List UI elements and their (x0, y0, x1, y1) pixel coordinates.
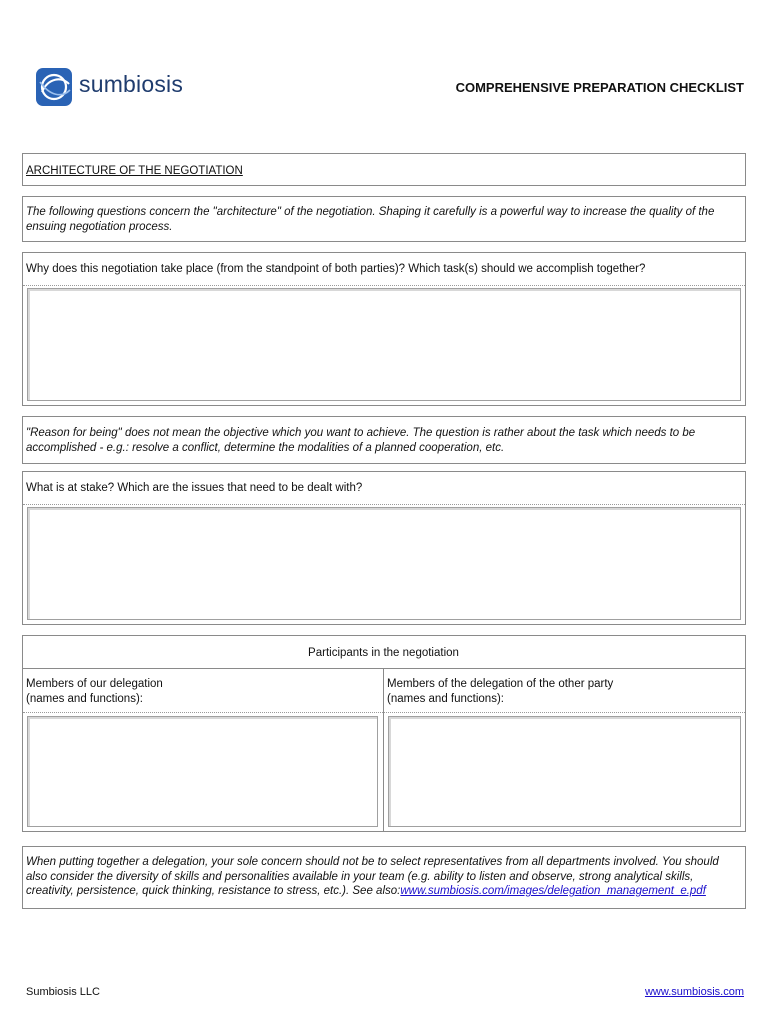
separator (23, 712, 745, 713)
question2-answer-field[interactable] (27, 507, 741, 620)
intro-box (22, 196, 746, 242)
other-delegation-label (387, 677, 741, 706)
brand-name: sumbiosis (79, 71, 184, 97)
note1-text: "Reason for being" does not mean the objective which you want to achieve. The question is rather about the task which needs to be accomplished - e.g.: resolve a conflict, determine the modalities of a planned cooperation, etc. (26, 427, 696, 454)
our-delegation-label (26, 677, 376, 706)
participants-box (22, 635, 746, 832)
divider (383, 668, 384, 831)
our-delegation-line1: Members of our delegation (26, 678, 163, 690)
note2-body: When putting together a delegation, your sole concern should not be to select representatives from all departments involved. You should also consider the diversity of skills and personalities available in your team (e.g. ability to listen and observe, strong analytical skills, creativity, persistence, quick thinking, resistance to stress, etc.). See also: (26, 856, 719, 897)
our-delegation-line2: (names and functions): (26, 692, 143, 705)
question1-answer-field[interactable] (27, 288, 741, 401)
section-heading: ARCHITECTURE OF THE NEGOTIATION (26, 165, 243, 177)
footer-website-link[interactable]: www.sumbiosis.com (644, 986, 744, 998)
section-heading-box (22, 153, 746, 186)
note2-text (26, 855, 741, 899)
note2-box (22, 846, 746, 909)
other-delegation-answer-field[interactable] (388, 716, 741, 827)
footer-company: Sumbiosis LLC (26, 986, 100, 998)
other-delegation-line2: (names and functions): (387, 692, 504, 705)
separator (23, 285, 745, 286)
our-delegation-answer-field[interactable] (27, 716, 378, 827)
sumbiosis-logo-icon (36, 68, 72, 106)
document-title: COMPREHENSIVE PREPARATION CHECKLIST (455, 80, 744, 95)
question1-text: Why does this negotiation take place (from the standpoint of both parties)? Which task(s) should we accomplish together? (26, 263, 646, 275)
note1-box (22, 416, 746, 464)
intro-text: The following questions concern the "architecture" of the negotiation. Shaping it carefully is a powerful way to increase the quality of the ensuing negotiation process. (26, 206, 715, 233)
delegation-management-link[interactable]: www.sumbiosis.com/images/delegation_management_e.pdf (400, 885, 706, 897)
other-delegation-line1: Members of the delegation of the other party (387, 678, 614, 690)
question2-text: What is at stake? Which are the issues that need to be dealt with? (26, 482, 363, 494)
divider (23, 668, 745, 669)
separator (23, 504, 745, 505)
question2-box (22, 471, 746, 625)
question1-box (22, 252, 746, 406)
participants-heading: Participants in the negotiation (308, 647, 459, 659)
